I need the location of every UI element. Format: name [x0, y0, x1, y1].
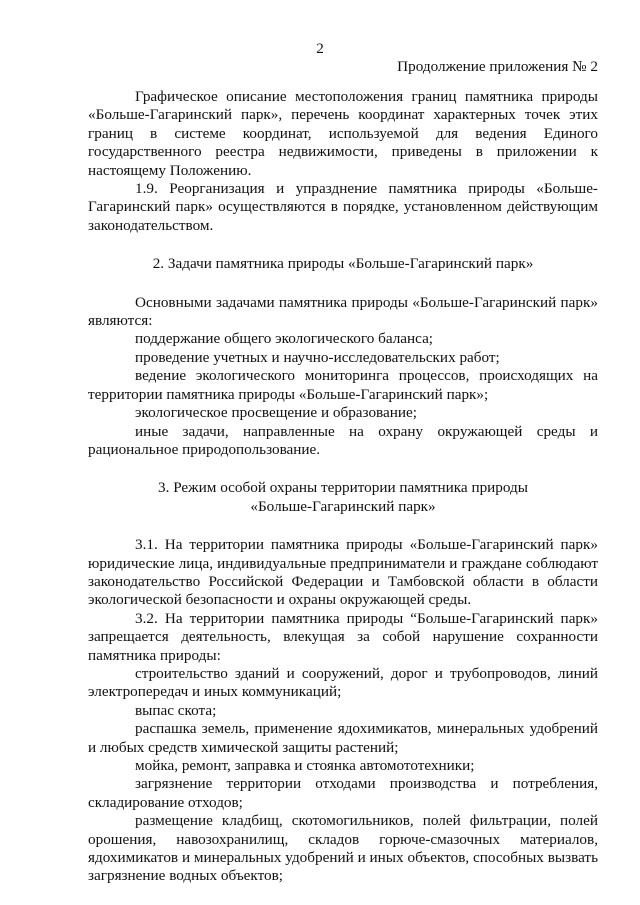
- list-item: поддержание общего экологического баланса;: [135, 330, 434, 348]
- paragraph-1-9: 1.9. Реорганизация и упразднение памятника природы «Больше-Гагаринский парк» осуществляются в порядке, установленном действующим законодательством.: [88, 180, 598, 234]
- section-3-heading: [88, 479, 598, 516]
- appendix-continuation-header: Продолжение приложения № 2: [397, 58, 598, 75]
- list-item: строительство зданий и сооружений, дорог и трубопроводов, линий электропередач и иных коммуникаций;: [88, 664, 598, 701]
- page-number: 2: [316, 40, 324, 57]
- document-body: [88, 88, 598, 886]
- list-item: иные задачи, направленные на охрану окружающей среды и рациональное природопользование.: [88, 422, 598, 458]
- list-item: ведение экологического мониторинга процессов, происходящих на территории памятника природы «Больше-Гагаринский парк»;: [88, 367, 598, 403]
- list-item: проведение учетных и научно-исследовательских работ;: [135, 348, 500, 366]
- section-3-heading-line-2: «Больше-Гагаринский парк»: [250, 497, 436, 515]
- list-item: экологическое просвещение и образование;: [135, 404, 417, 422]
- list-item: загрязнение территории отходами производства и потребления, складирование отходов;: [88, 775, 598, 811]
- list-item: размещение кладбищ, скотомогильников, полей фильтрации, полей орошения, навозохранилищ, складов горюче-смазочных материалов, ядохимикатов и минеральных удобрений и иных объектов, способных вызвать загрязнение водных объектов;: [88, 812, 598, 885]
- section-2-intro: Основными задачами памятника природы «Больше-Гагаринский парк» являются:: [88, 293, 598, 330]
- list-item: выпас скота;: [135, 701, 217, 719]
- section-3-heading-line-1: 3. Режим особой охраны территории памятника природы: [158, 479, 528, 497]
- paragraph-3-2: 3.2. На территории памятника природы “Больше-Гагаринский парк» запрещается деятельность, влекущая за собой нарушение сохранности памятника природы:: [88, 609, 598, 664]
- paragraph-3-1: 3.1. На территории памятника природы «Больше-Гагаринский парк» юридические лица, индивидуальные предприниматели и граждане соблюдают законодательство Российской Федерации и Тамбовской области в области экологической безопасности и охраны окружающей среды.: [88, 536, 598, 609]
- paragraph-boundary-description: Графическое описание местоположения границ памятника природы «Больше-Гагаринский парк», перечень координат характерных точек этих границ в системе координат, используемой для ведения Единого государственного реестра недвижимости, приведены в приложении к настоящему Положению.: [88, 88, 598, 179]
- section-2-heading: 2. Задачи памятника природы «Больше-Гагаринский парк»: [152, 255, 534, 273]
- list-item: распашка земель, применение ядохимикатов, минеральных удобрений и любых средств химической защиты растений;: [88, 720, 598, 756]
- list-item: мойка, ремонт, заправка и стоянка автомототехники;: [135, 757, 475, 774]
